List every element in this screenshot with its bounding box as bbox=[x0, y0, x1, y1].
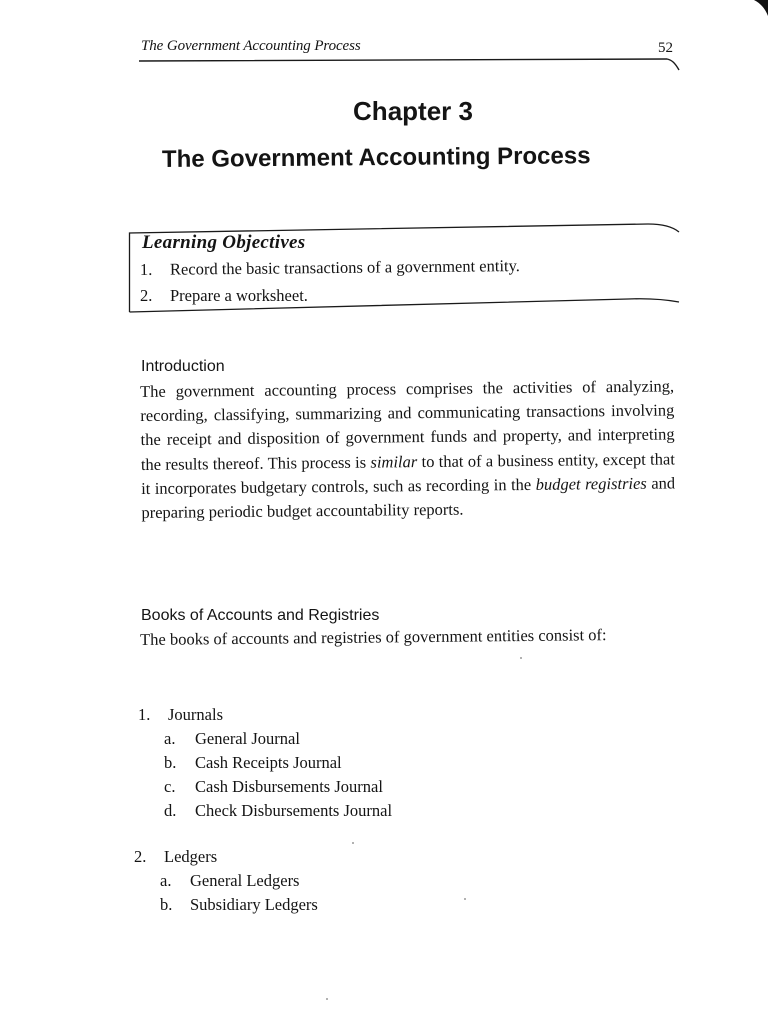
journals-sub-list bbox=[138, 727, 392, 823]
scan-speck bbox=[326, 998, 328, 1000]
objective-number: 2. bbox=[140, 286, 153, 305]
item-text: Subsidiary Ledgers bbox=[190, 895, 318, 914]
introduction-emphasis: budget registries bbox=[535, 473, 647, 494]
list-label: Journals bbox=[168, 705, 223, 724]
introduction-heading: Introduction bbox=[141, 358, 225, 375]
list-item bbox=[138, 775, 392, 799]
objectives-heading: Learning Objectives bbox=[142, 232, 306, 253]
item-text: Cash Disbursements Journal bbox=[195, 777, 383, 796]
list-item bbox=[134, 869, 318, 893]
introduction-text: The government accounting process comprises the activities of analyzing, recording, classifying, summarizing and communicating transactions involving the receipt and disposition of government funds and property, and interpreting the results thereof. This process is bbox=[140, 376, 675, 474]
scan-speck bbox=[352, 842, 354, 844]
books-paragraph: The books of accounts and registries of government entities consist of: bbox=[140, 625, 607, 649]
list-item bbox=[138, 751, 392, 775]
item-text: Check Disbursements Journal bbox=[195, 801, 393, 820]
item-letter: d. bbox=[164, 801, 177, 820]
item-letter: b. bbox=[160, 895, 173, 914]
item-letter: c. bbox=[164, 777, 176, 796]
list-item bbox=[138, 799, 392, 823]
objective-item bbox=[140, 256, 520, 280]
list-item bbox=[134, 893, 318, 917]
page-number: 52 bbox=[658, 40, 673, 56]
objective-number: 1. bbox=[139, 259, 153, 279]
list-heading bbox=[134, 845, 318, 869]
list-label: Ledgers bbox=[164, 847, 218, 866]
list-number: 2. bbox=[134, 847, 147, 866]
list-heading bbox=[138, 703, 392, 727]
chapter-label: Chapter 3 bbox=[353, 96, 473, 126]
journals-list bbox=[138, 703, 392, 823]
introduction-text: to that of a business entity, except that it incorporates budgetary controls, such as recording in the bbox=[141, 449, 675, 498]
running-title: The Government Accounting Process bbox=[141, 38, 361, 54]
item-text: General Ledgers bbox=[190, 871, 300, 890]
page-corner-mark bbox=[754, 0, 768, 16]
objective-item bbox=[140, 286, 308, 306]
header-rule bbox=[139, 56, 679, 72]
introduction-emphasis: similar bbox=[370, 451, 418, 472]
item-text: Cash Receipts Journal bbox=[195, 753, 342, 772]
ledgers-list bbox=[134, 845, 318, 917]
item-letter: a. bbox=[160, 871, 172, 890]
item-letter: b. bbox=[164, 753, 177, 772]
introduction-text: and preparing periodic budget accountability reports. bbox=[141, 473, 676, 523]
objective-text: Record the basic transactions of a government entity. bbox=[169, 256, 520, 279]
chapter-title: The Government Accounting Process bbox=[161, 142, 591, 173]
ledgers-sub-list bbox=[134, 869, 318, 917]
objective-text: Prepare a worksheet. bbox=[170, 286, 308, 305]
list-number: 1. bbox=[138, 705, 151, 724]
item-text: General Journal bbox=[195, 729, 300, 748]
learning-objectives-box bbox=[128, 221, 680, 313]
introduction-paragraph bbox=[140, 374, 675, 525]
item-letter: a. bbox=[164, 729, 176, 748]
scan-speck bbox=[464, 898, 466, 900]
books-heading: Books of Accounts and Registries bbox=[141, 607, 380, 624]
list-item bbox=[138, 727, 392, 751]
scan-speck bbox=[520, 657, 522, 659]
